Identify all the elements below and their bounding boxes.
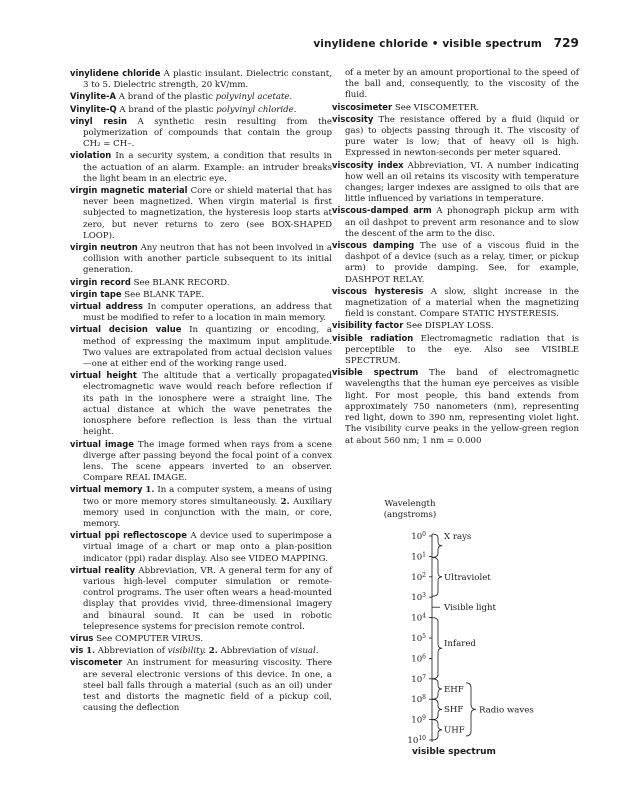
- dictionary-entry: [332, 205, 579, 240]
- dictionary-entry: [70, 68, 332, 91]
- tick-base: 10: [411, 532, 423, 542]
- tick-base: 10: [411, 695, 423, 706]
- italic-term: visibility.: [167, 646, 207, 657]
- entry-term: virgin magnetic material: [70, 185, 188, 196]
- entry-term: viscosity: [332, 113, 374, 124]
- italic-term: polyvinyl acetate.: [215, 92, 293, 103]
- entry-definition: A brand of the plastic: [119, 104, 217, 115]
- entry-definition: An instrument for measuring viscosity. There are several electronic versions of this device. In one, a steel ball falls through a material (such as an oil) under test and distorts the magnetic field of a pickup coil, causing the deflection: [83, 658, 332, 714]
- dictionary-entry: [332, 286, 579, 321]
- tick-label: [411, 572, 426, 583]
- dictionary-entry: [70, 530, 332, 565]
- page-number: 729: [553, 36, 579, 50]
- dictionary-entry: [70, 301, 332, 324]
- tick-base: 10: [411, 674, 423, 685]
- tick-exponent: 2: [422, 571, 426, 579]
- entry-definition: A slow, slight increase in the magnetization of a material when the magnetizing field is constant. Compare STATIC HYSTERESIS.: [345, 286, 579, 320]
- tick-label: [411, 653, 426, 664]
- tick-base: 10: [411, 613, 423, 624]
- entry-term: viscous-damped arm: [332, 205, 432, 216]
- entry-definition: See COMPUTER VIRUS.: [96, 633, 204, 644]
- tick-base: 10: [407, 736, 419, 746]
- axis-title: Wavelength: [384, 499, 436, 509]
- entry-term: virtual ppi reflectoscope: [70, 530, 187, 541]
- entry-definition: A brand of the plastic: [118, 92, 216, 103]
- dictionary-entry: [70, 185, 332, 242]
- italic-term: visual.: [290, 646, 319, 657]
- dictionary-entry: [332, 320, 579, 332]
- dictionary-entry: [332, 114, 579, 160]
- sense-number: 2.: [208, 646, 218, 657]
- entry-term: visible spectrum: [332, 367, 419, 378]
- entry-term: virtual image: [70, 438, 134, 449]
- tick-label: [411, 633, 426, 644]
- left-column: [70, 68, 332, 714]
- spectrum-diagram: [360, 499, 534, 746]
- tick-exponent: 6: [422, 653, 426, 661]
- header-title: vinylidene chloride • visible spectrum: [313, 38, 542, 50]
- entry-definition: A plastic insulant. Dielectric constant, 3 to 5. Dielectric strength, 20 kV/mm.: [83, 69, 332, 91]
- axis-title: (angstroms): [383, 510, 437, 520]
- band-label-ehf: EHF: [444, 684, 464, 695]
- entry-term: viscous hysteresis: [332, 285, 424, 296]
- entry-definition: Abbreviation of: [220, 646, 291, 657]
- sense-number: 2.: [280, 496, 290, 507]
- uv-brace: [432, 557, 442, 596]
- dictionary-entry: [70, 289, 332, 301]
- tick-exponent: 10: [418, 735, 426, 742]
- band-label-visible: Visible light: [444, 603, 497, 614]
- infrared-brace: [432, 618, 442, 679]
- entry-term: viscosimeter: [332, 101, 393, 112]
- entry-term: virgin record: [70, 276, 131, 287]
- entry-definition: In quantizing or encoding, a method of expressing the maximum input amplitude. Two values are extrapolated from actual decision values—one at either end of the working range used.: [83, 325, 332, 370]
- sense-number: 1.: [145, 485, 155, 496]
- dictionary-entry: [70, 242, 332, 277]
- entry-definition: Abbreviation, VI. A number indicating how well an oil retains its viscosity with temperature changes; larger indexes are assigned to oils that are little influenced by variations in temperature.: [345, 160, 580, 205]
- dictionary-entry: [332, 367, 579, 446]
- dictionary-entry: [332, 68, 579, 102]
- entry-term: vinyl resin: [70, 115, 127, 126]
- entry-term: virgin tape: [70, 288, 122, 299]
- band-label-ultraviolet: Ultraviolet: [444, 572, 491, 583]
- running-header: [313, 36, 579, 50]
- tick-base: 10: [411, 654, 423, 665]
- entry-term: viscous damping: [332, 240, 415, 251]
- band-label-xrays: X rays: [444, 532, 472, 542]
- entry-definition: A device used to superimpose a virtual image of a chart or map onto a plan-position indicator (ppi) radar display. Also see VIDEO MAPPING.: [83, 531, 332, 564]
- tick-label: [411, 613, 426, 624]
- uhf-brace: [432, 720, 442, 740]
- entry-term: virtual height: [70, 370, 137, 381]
- entry-term: virtual address: [70, 301, 144, 312]
- spectrum-figure: [360, 499, 534, 746]
- entry-term: virus: [70, 632, 94, 643]
- tick-label: [411, 592, 426, 603]
- entry-definition: of a meter by an amount proportional to the speed of the ball and, consequently, to the viscosity of the fluid.: [345, 68, 579, 101]
- entry-definition: In a security system, a condition that results in the actuation of an alarm. Example: an intruder breaks the light beam in an electric eye.: [83, 151, 332, 184]
- entry-definition: Any neutron that has not been involved in a collision with another particle subsequent to its initial generation.: [83, 243, 332, 276]
- ehf-brace: [432, 679, 442, 699]
- tick-base: 10: [411, 593, 423, 604]
- entry-definition: Abbreviation, VR. A general term for any of various high-level computer simulation or remote-control programs. The user often wears a head-mounted display that provides vivid, three-dimensional imagery and binaural sound. It can be used in robotic telepresence systems for precision remote control.: [83, 565, 332, 632]
- dictionary-entry: [332, 240, 579, 286]
- entry-definition: See DISPLAY LOSS.: [406, 321, 494, 332]
- tick-label: [411, 694, 426, 705]
- dictionary-entry: [70, 657, 332, 714]
- band-label-radio: Radio waves: [479, 705, 534, 716]
- tick-exponent: 4: [422, 612, 426, 620]
- figure-caption: visible spectrum: [412, 747, 496, 757]
- dictionary-entry: [70, 104, 332, 116]
- dictionary-entry: [332, 333, 579, 368]
- entry-definition: The band of electromagnetic wavelengths that the human eye perceives as visible light. For most people, this band extends from approximately 750 nanometers (nm), representing red light, down to 390 nm, representing violet light. The visibility curve peaks in the yellow-green region at about 560 nm; 1 nm = 0.000: [345, 368, 579, 446]
- tick-base: 10: [411, 572, 423, 583]
- tick-label: [411, 551, 426, 562]
- tick-exponent: 5: [422, 633, 426, 640]
- entry-term: visible radiation: [332, 332, 414, 343]
- entry-term: vis: [70, 645, 84, 656]
- entry-definition: Auxiliary memory used in conjunction with the main, or core, memory.: [83, 496, 332, 529]
- entry-definition: The resistance offered by a fluid (liquid or gas) to objects passing through it. The viscosity of pure water is low; that of heavy oil is high. Expressed in newton-seconds per meter squared.: [345, 114, 579, 159]
- entry-definition: The altitude that a vertically propagated electromagnetic wave would reach before reflection if its path in the ionosphere were a straight line. The actual distance at which the wave penetrates the ionosphere before reflection is less than the virtual height.: [83, 371, 332, 438]
- entry-term: viscosity index: [332, 159, 404, 170]
- tick-label: [411, 674, 426, 685]
- entry-definition: See VISCOMETER.: [394, 102, 480, 113]
- entry-term: virtual decision value: [70, 324, 182, 335]
- entry-definition: In a computer system, a means of using two or more memory stores simultaneously.: [83, 485, 333, 507]
- entry-term: Vinylite-Q: [70, 103, 117, 114]
- entry-definition: Abbreviation of: [97, 646, 168, 657]
- dictionary-entry: [70, 565, 332, 633]
- entry-term: violation: [70, 150, 112, 161]
- dictionary-entry: [70, 645, 332, 657]
- tick-exponent: 9: [422, 714, 426, 722]
- tick-exponent: 1: [422, 551, 426, 559]
- entry-definition: In computer operations, an address that must be modified to refer to a location in main memory.: [83, 302, 332, 324]
- entry-term: Vinylite-A: [70, 91, 117, 102]
- entry-definition: See BLANK RECORD.: [133, 277, 230, 288]
- band-label-shf: SHF: [444, 705, 464, 716]
- tick-label: [411, 531, 426, 542]
- dictionary-entry: [70, 91, 332, 103]
- xray-brace: [432, 534, 442, 557]
- right-column: [332, 68, 579, 447]
- sense-number: 1.: [86, 646, 96, 657]
- tick-exponent: 3: [422, 592, 426, 600]
- dictionary-entry: [332, 102, 579, 114]
- shf-brace: [432, 699, 442, 719]
- tick-exponent: 7: [422, 673, 426, 681]
- dictionary-entry: [70, 324, 332, 370]
- band-label-uhf: UHF: [444, 725, 465, 736]
- tick-exponent: 8: [422, 694, 426, 702]
- tick-label: [411, 715, 426, 726]
- tick-base: 10: [411, 552, 423, 563]
- entry-term: virtual reality: [70, 564, 136, 575]
- dictionary-entry: [70, 277, 332, 289]
- entry-definition: A phonograph pickup arm with an oil dashpot to prevent arm resonance and to slow the descent of the arm to the disc.: [345, 206, 579, 239]
- entry-term: virtual memory: [70, 484, 143, 495]
- dictionary-entry: [70, 150, 332, 185]
- entry-definition: See BLANK TAPE.: [124, 289, 205, 300]
- dictionary-entry: [70, 633, 332, 645]
- dictionary-entry: [70, 370, 332, 438]
- entry-definition: A synthetic resin resulting from the polymerization of compounds that contain the group CH₂ = CH–.: [83, 116, 333, 150]
- radio-brace: [466, 683, 476, 736]
- tick-label: [407, 735, 426, 746]
- dictionary-entry: [70, 116, 332, 151]
- dictionary-entry: [332, 160, 579, 206]
- entry-definition: The image formed when rays from a scene diverge after passing beyond the focal point of a convex lens. The scene appears inverted to an observer. Compare REAL IMAGE.: [83, 439, 332, 484]
- entry-term: visibility factor: [332, 320, 404, 331]
- tick-exponent: 0: [422, 531, 426, 538]
- dictionary-entry: [70, 484, 332, 530]
- entry-term: vinylidene chloride: [70, 68, 161, 78]
- italic-term: polyvinyl chloride.: [216, 104, 297, 115]
- dictionary-entry: [70, 439, 332, 485]
- entry-definition: Electromagnetic radiation that is perceptible to the eye. Also see VISIBLE SPECTRUM.: [345, 333, 580, 367]
- tick-base: 10: [411, 715, 423, 726]
- entry-term: viscometer: [70, 657, 123, 668]
- entry-definition: Core or shield material that has never been magnetized. When virgin material is first subjected to magnetization, the hysteresis loop starts at zero, but never returns to zero (see BOX-SHAPED LOOP).: [83, 186, 332, 241]
- tick-base: 10: [411, 634, 423, 644]
- entry-term: virgin neutron: [70, 242, 138, 253]
- band-label-infrared: Infared: [444, 639, 476, 649]
- entry-definition: The use of a viscous fluid in the dashpot of a device (such as a relay, timer, or pickup arm) to provide damping. See, for example, DASHPOT RELAY.: [345, 241, 580, 285]
